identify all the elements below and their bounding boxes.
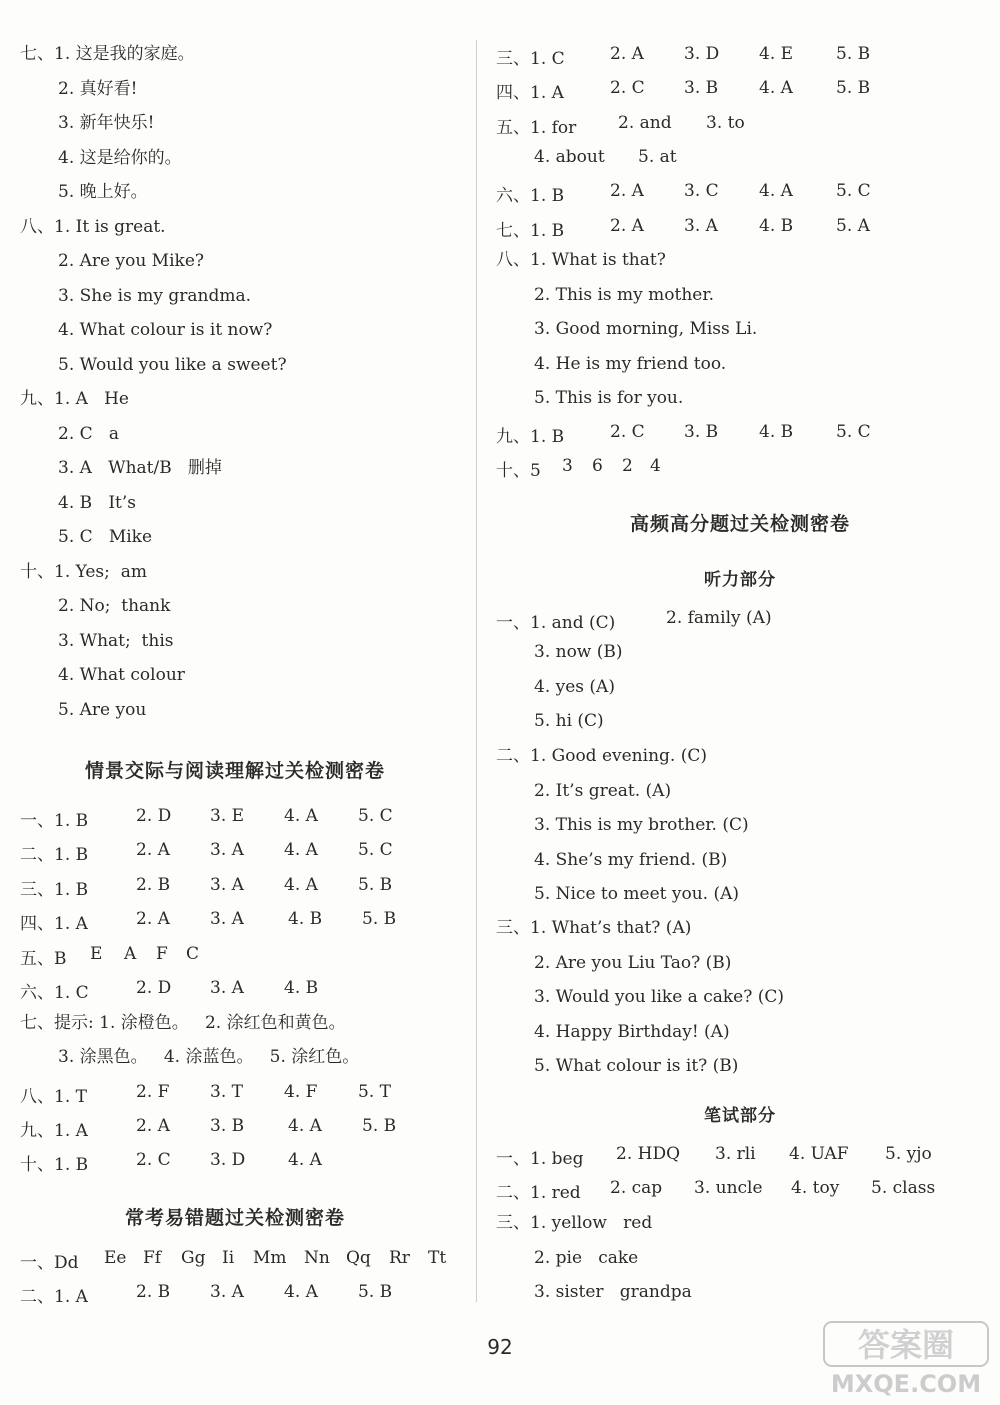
answer-q8-3: 3. She is my grandma.	[58, 285, 252, 306]
listening-2-item: 3. This is my brother. (C)	[534, 815, 749, 835]
answer-cell: Mm	[253, 1248, 287, 1268]
listening-1-item: 4. yes (A)	[534, 676, 615, 697]
watermark-bottom: MXQE.COM	[830, 1370, 982, 1398]
answer-cell: F	[156, 944, 168, 964]
answer-cell: 二、1. red	[496, 1183, 581, 1203]
answer-cell: 八、1. T	[20, 1087, 87, 1107]
answer-cell: Ff	[143, 1248, 162, 1268]
listening-3-item: 三、1. What’s that? (A)	[496, 918, 692, 938]
answer-cell: 2. C	[610, 78, 645, 98]
answer-cell: 一、1. beg	[496, 1149, 584, 1169]
answer-cell: 一、Dd	[20, 1253, 79, 1273]
answer-cell: 一、1. B	[20, 811, 89, 831]
answer-cell: 4. B	[759, 422, 794, 442]
answer-cell: 3. A	[210, 840, 244, 860]
answer-cell: 5. B	[836, 44, 871, 64]
answer-cell: 4. A	[284, 806, 318, 826]
answer-cell: 3. A	[210, 875, 244, 895]
answer-cell: 3. uncle	[694, 1178, 763, 1198]
answer-cell: 三、1. C	[496, 49, 565, 69]
answer-cell: 四、1. A	[20, 914, 88, 934]
answer-q10-1: 十、1. Yes; am	[20, 561, 147, 582]
answer-cell: 2. B	[136, 1282, 171, 1302]
answer-cell: 九、1. A	[20, 1121, 88, 1141]
answer-cell: 4. UAF	[789, 1144, 849, 1164]
answer-cell: 四、1. A	[496, 83, 564, 103]
answer-cell: 5. C	[358, 806, 393, 826]
answer-cell: 3. A	[210, 909, 244, 929]
answer-cell: E	[90, 944, 103, 964]
answer-cell: 2. D	[136, 978, 172, 998]
answer-cell: Ii	[222, 1248, 235, 1268]
answer-q8-3: 3. Good morning, Miss Li.	[534, 319, 758, 339]
answer-cell: 4. A	[284, 875, 318, 895]
listening-2-item: 2. It’s great. (A)	[534, 780, 672, 801]
answer-cell: 5. yjo	[885, 1144, 932, 1164]
answer-cell: 3. E	[210, 806, 245, 826]
answer-cell: 4. A	[759, 78, 793, 98]
section-title-common-errors: 常考易错题过关检测密卷	[124, 1207, 345, 1229]
answer-cell: 十、1. B	[20, 1155, 89, 1175]
answer-q8-4: 4. He is my friend too.	[534, 353, 727, 374]
answer-cell: 3. T	[210, 1082, 243, 1102]
answer-cell: 2. A	[610, 44, 644, 64]
written-3-item: 2. pie cake	[534, 1247, 639, 1268]
watermark-logo	[822, 1318, 992, 1398]
answer-cell: 5. C	[836, 181, 871, 201]
answer-cell: Tt	[428, 1248, 447, 1268]
listening-2-item: 5. Nice to meet you. (A)	[534, 884, 740, 904]
answer-cell: 2. D	[136, 806, 172, 826]
answer-cell: 二、1. B	[20, 845, 89, 865]
answer-cell: 4	[650, 456, 661, 476]
answer-cell: 2. family (A)	[666, 608, 772, 628]
answer-cell: 4. B	[759, 216, 794, 236]
subsection-written: 笔试部分	[704, 1106, 776, 1126]
answer-cell: 5. C	[836, 422, 871, 442]
answer-cell: 4. A	[284, 1282, 318, 1302]
answer-cell: 七、1. B	[496, 221, 565, 241]
answer-cell: 3. B	[210, 1116, 245, 1136]
answer-q9-2: 2. C a	[58, 423, 119, 444]
answer-cell: 3. B	[684, 78, 719, 98]
column-divider	[476, 40, 477, 1302]
answer-cell: Qq	[346, 1248, 371, 1268]
answer-cell: 3. D	[210, 1150, 246, 1170]
section-title-high-frequency: 高频高分题过关检测密卷	[629, 513, 850, 535]
listening-3-item: 3. Would you like a cake? (C)	[534, 987, 785, 1007]
answer-cell: 5. B	[836, 78, 871, 98]
answer-q10-4: 4. What colour	[58, 665, 185, 685]
answer-q7-3: 3. 新年快乐!	[58, 113, 155, 133]
answer-q8-2: 2. This is my mother.	[534, 284, 715, 305]
answer-q8-1: 八、1. What is that?	[496, 250, 666, 270]
answer-cell: 五、B	[20, 949, 67, 969]
answer-cell: 5. B	[358, 1282, 393, 1302]
answer-cell: 五、1. for	[496, 118, 577, 138]
answer-cell: 4. A	[288, 1150, 322, 1170]
answer-q8-5: 5. Would you like a sweet?	[58, 354, 287, 375]
answer-q7-5: 5. 晚上好。	[58, 182, 148, 202]
answer-cell: 4. E	[759, 44, 794, 64]
answer-q8-1: 八、1. It is great.	[20, 216, 166, 237]
answer-q9-5: 5. C Mike	[58, 527, 153, 547]
answer-cell: 4. about	[534, 147, 605, 167]
answer-cell: 6	[592, 456, 603, 476]
listening-1-item: 3. now (B)	[534, 642, 623, 662]
answer-cell: 2. and	[618, 113, 672, 133]
answer-cell: 5. C	[358, 840, 393, 860]
listening-2-item: 二、1. Good evening. (C)	[496, 746, 707, 766]
answer-q9-3: 3. A What/B 删掉	[58, 458, 222, 478]
answer-q10-5: 5. Are you	[58, 699, 147, 720]
answer-q9-1: 九、1. A He	[20, 389, 129, 409]
answer-cell: 4. A	[284, 840, 318, 860]
answer-cell: 3. A	[210, 978, 244, 998]
answer-cell: 5. B	[362, 909, 397, 929]
listening-3-item: 2. Are you Liu Tao? (B)	[534, 952, 732, 973]
answer-q10-3: 3. What; this	[58, 630, 174, 651]
answer-cell: 4. A	[288, 1116, 322, 1136]
hint-line-2: 3. 涂黑色。 4. 涂蓝色。 5. 涂红色。	[58, 1047, 360, 1067]
answer-q9-4: 4. B It’s	[58, 492, 137, 513]
answer-cell: 2. cap	[610, 1178, 663, 1198]
answer-cell: 一、1. and (C)	[496, 613, 616, 633]
answer-cell: 5. B	[362, 1116, 397, 1136]
answer-cell: 2. A	[136, 909, 170, 929]
answer-cell: 2. A	[610, 181, 644, 201]
answer-cell: 2. HDQ	[616, 1144, 681, 1164]
answer-q7-2: 2. 真好看!	[58, 78, 138, 99]
answer-cell: 2. C	[610, 422, 645, 442]
answer-cell: 5. A	[836, 216, 870, 236]
answer-cell: 2. A	[136, 840, 170, 860]
answer-cell: C	[186, 944, 200, 964]
answer-cell: 3. A	[684, 216, 718, 236]
listening-3-item: 5. What colour is it? (B)	[534, 1056, 739, 1076]
answer-cell: 3. C	[684, 181, 719, 201]
answer-cell: 九、1. B	[496, 427, 565, 447]
listening-2-item: 4. She’s my friend. (B)	[534, 849, 728, 870]
answer-cell: 2. A	[610, 216, 644, 236]
written-3-item: 三、1. yellow red	[496, 1213, 653, 1233]
page-number: 92	[487, 1335, 513, 1359]
answer-q10-2: 2. No; thank	[58, 596, 171, 616]
answer-cell: 二、1. A	[20, 1287, 88, 1307]
answer-cell: 2. C	[136, 1150, 171, 1170]
answer-cell: 3	[562, 456, 573, 476]
listening-3-item: 4. Happy Birthday! (A)	[534, 1021, 730, 1042]
answer-cell: 十、5	[496, 461, 541, 481]
answer-cell: 4. B	[284, 978, 319, 998]
answer-cell: 2. B	[136, 875, 171, 895]
answer-cell: 3. rli	[715, 1144, 756, 1164]
answer-cell: 4. toy	[791, 1178, 840, 1198]
answer-cell: 3. A	[210, 1282, 244, 1302]
answer-cell: Rr	[389, 1248, 410, 1268]
written-3-item: 3. sister grandpa	[534, 1282, 692, 1302]
answer-q7-1: 七、1. 这是我的家庭。	[20, 44, 195, 64]
watermark-top: 答案圈	[857, 1326, 955, 1364]
answer-cell: 三、1. B	[20, 880, 89, 900]
answer-q8-2: 2. Are you Mike?	[58, 251, 205, 271]
answer-cell: 5. B	[358, 875, 393, 895]
subsection-listening: 听力部分	[704, 570, 776, 590]
answer-cell: Nn	[304, 1248, 330, 1268]
answer-cell: 六、1. B	[496, 186, 565, 206]
answer-cell: 3. D	[684, 44, 720, 64]
hint-line-1: 七、提示: 1. 涂橙色。 2. 涂红色和黄色。	[20, 1013, 346, 1033]
answer-q8-4: 4. What colour is it now?	[58, 320, 273, 340]
answer-cell: 2. F	[136, 1082, 170, 1102]
answer-cell: 2. A	[136, 1116, 170, 1136]
listening-1-item: 5. hi (C)	[534, 711, 604, 731]
answer-cell: 5. class	[871, 1178, 936, 1198]
answer-cell: 5. T	[358, 1082, 391, 1102]
answer-cell: A	[124, 944, 137, 964]
answer-cell: 3. B	[684, 422, 719, 442]
answer-cell: 六、1. C	[20, 983, 89, 1003]
answer-cell: Gg	[181, 1248, 206, 1268]
answer-cell: 4. A	[759, 181, 793, 201]
answer-q8-5: 5. This is for you.	[534, 388, 684, 408]
answer-cell: Ee	[104, 1248, 127, 1268]
section-title-situational: 情景交际与阅读理解过关检测密卷	[84, 760, 385, 782]
answer-cell: 5. at	[638, 147, 677, 167]
answer-cell: 3. to	[706, 113, 745, 133]
answer-q7-4: 4. 这是给你的。	[58, 147, 182, 168]
answer-cell: 4. B	[288, 909, 323, 929]
answer-cell: 2	[622, 456, 633, 476]
answer-cell: 4. F	[284, 1082, 318, 1102]
